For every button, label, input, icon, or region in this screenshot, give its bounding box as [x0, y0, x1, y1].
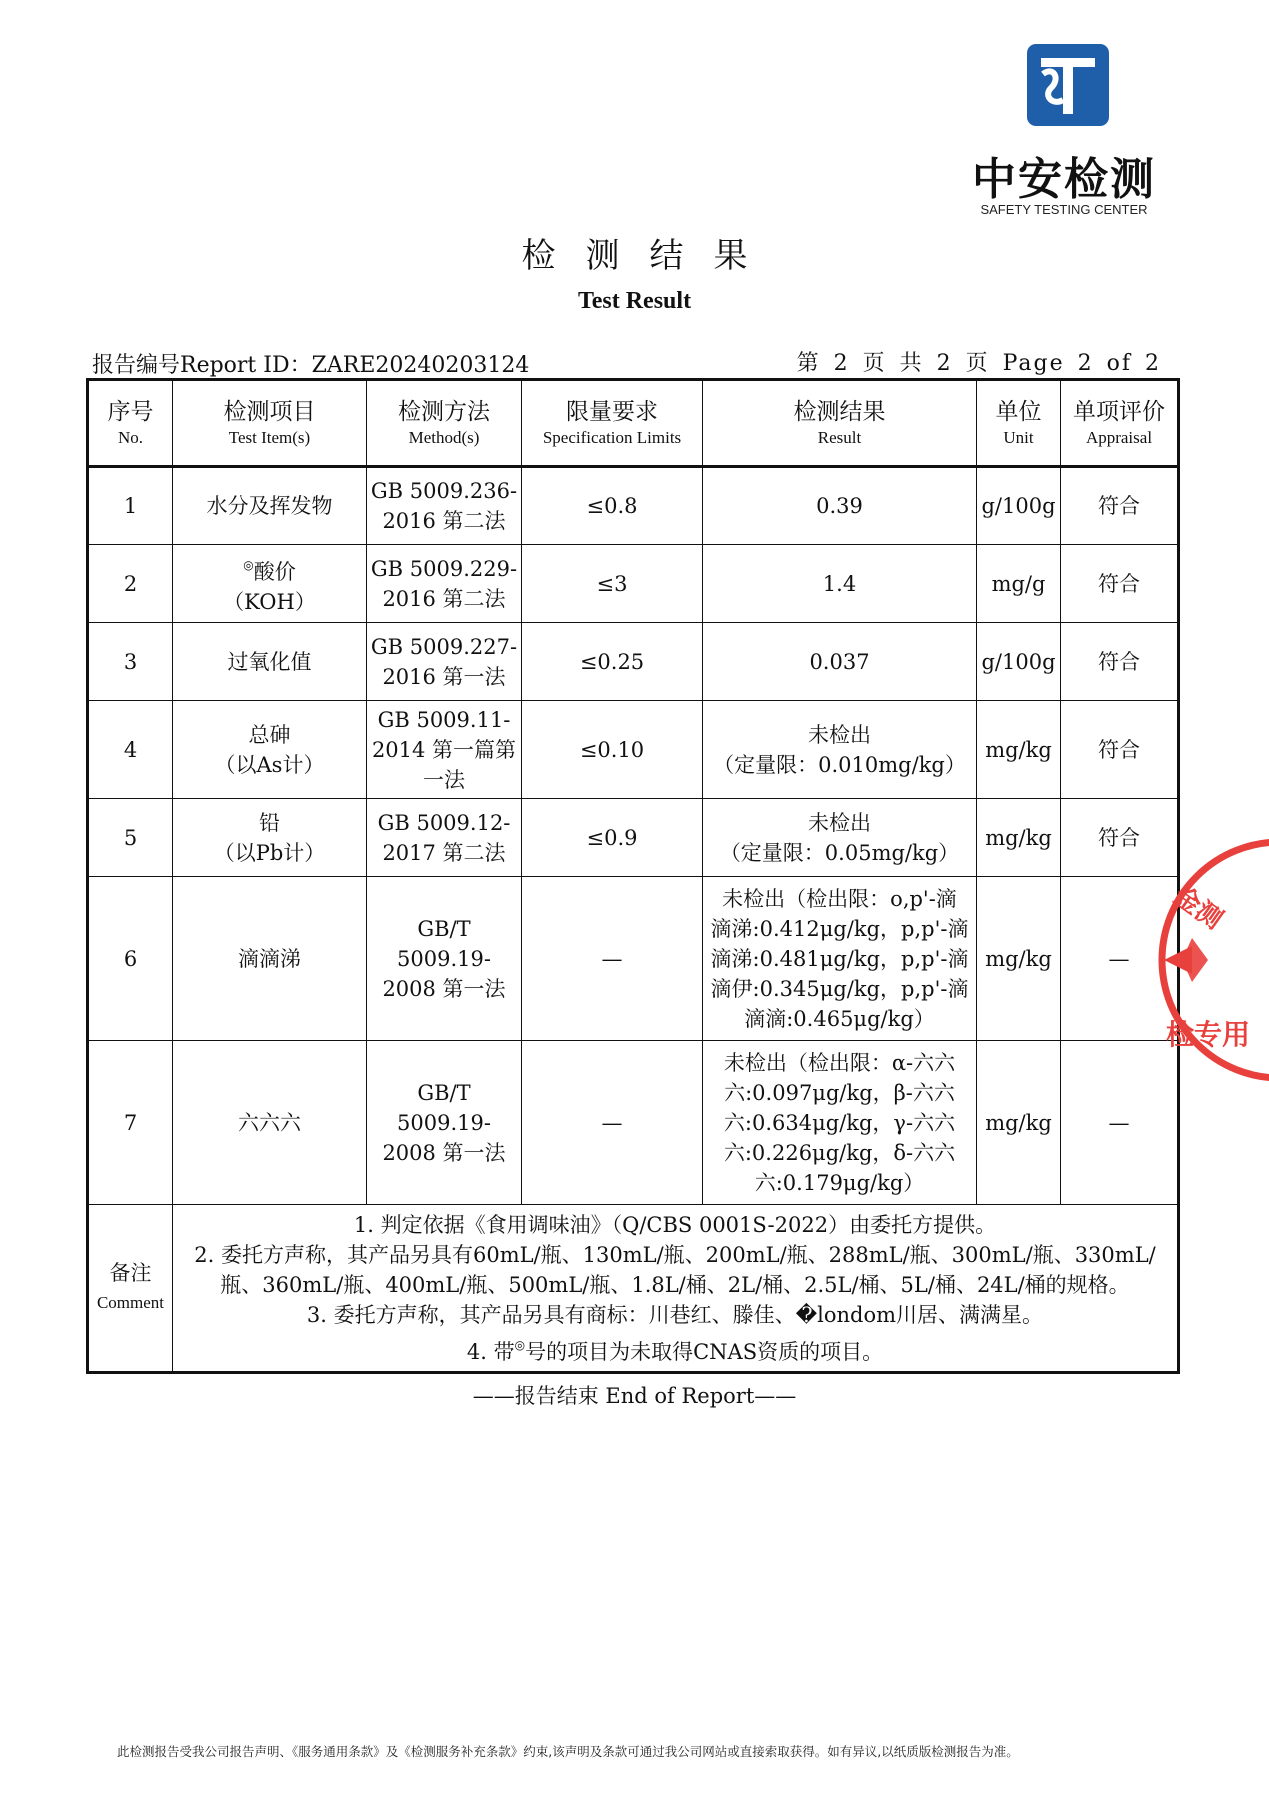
table-row: [88, 877, 1179, 1041]
logo-name-cn: 中安检测: [972, 154, 1156, 205]
cell-unit: mg/kg: [977, 799, 1061, 877]
cell-item: 滴滴涕: [173, 877, 367, 1041]
cell-result: 未检出 （定量限：0.05mg/kg）: [703, 799, 977, 877]
cell-appraisal: 符合: [1061, 623, 1179, 701]
cell-item: 总砷 （以As计）: [173, 701, 367, 799]
comment-line-4: 4. 带◎号的项目为未取得CNAS资质的项目。: [466, 1337, 884, 1364]
cell-result: 1.4: [703, 545, 977, 623]
cell-item: ◎酸价 （KOH）: [173, 545, 367, 623]
logo-name-en: SAFETY TESTING CENTER: [980, 202, 1148, 217]
cell-limit: ≤3: [522, 545, 703, 623]
cell-no: 7: [88, 1041, 173, 1205]
cell-item: 过氧化值: [173, 623, 367, 701]
result-table: [86, 378, 1180, 1374]
page-title-cn: 检测结果: [521, 236, 778, 276]
table-row: [88, 1041, 1179, 1205]
cell-appraisal: 符合: [1061, 467, 1179, 545]
cell-item: 铅 （以Pb计）: [173, 799, 367, 877]
cell-no: 5: [88, 799, 173, 877]
cell-unit: mg/kg: [977, 877, 1061, 1041]
comment-line-1: 1. 判定依据《食用调味油》（Q/CBS 0001S-2022）由委托方提供。: [353, 1212, 997, 1237]
table-row: [88, 701, 1179, 799]
cell-appraisal: 符合: [1061, 701, 1179, 799]
cell-unit: g/100g: [977, 467, 1061, 545]
header-result: 检测结果 Result: [703, 380, 977, 467]
header-appraisal: 单项评价 Appraisal: [1061, 380, 1179, 467]
logo-mark-icon: [1027, 44, 1109, 126]
table-row: [88, 799, 1179, 877]
cell-no: 3: [88, 623, 173, 701]
header-unit: 单位 Unit: [977, 380, 1061, 467]
comment-line-2: 2. 委托方声称，其产品另具有60mL/瓶、130mL/瓶、200mL/瓶、288mL/瓶、300mL/瓶、330mL/瓶、360mL/瓶、400mL/瓶、500mL/瓶、1.8L/桶、2L/桶、2.5L/桶、5L/桶、24L/桶的规格。: [194, 1242, 1156, 1297]
cell-appraisal: —: [1061, 1041, 1179, 1205]
cell-result: 未检出（检出限：o,p'-滴 滴涕:0.412μg/kg，p,p'-滴 滴涕:0.481μg/kg，p,p'-滴 滴伊:0.345μg/kg，p,p'-滴 滴滴:0.465μg/kg）: [703, 877, 977, 1041]
cell-method: GB/T 5009.19- 2008 第一法: [367, 1041, 522, 1205]
comment-label: 备注 Comment: [88, 1205, 173, 1373]
cell-unit: mg/g: [977, 545, 1061, 623]
cell-appraisal: 符合: [1061, 799, 1179, 877]
cell-no: 4: [88, 701, 173, 799]
table-header-row: [88, 380, 1179, 467]
end-of-report: ——报告结束 End of Report——: [472, 1384, 797, 1408]
cell-limit: ≤0.9: [522, 799, 703, 877]
cell-no: 2: [88, 545, 173, 623]
table-row: [88, 623, 1179, 701]
header-item: 检测项目 Test Item(s): [173, 380, 367, 467]
cell-method: GB/T 5009.19- 2008 第一法: [367, 877, 522, 1041]
cell-result: 未检出（检出限：α-六六 六:0.097μg/kg，β-六六 六:0.634μg/kg，γ-六六 六:0.226μg/kg，δ-六六 六:0.179μg/kg）: [703, 1041, 977, 1205]
cell-limit: —: [522, 1041, 703, 1205]
cell-limit: ≤0.25: [522, 623, 703, 701]
header-limit: 限量要求 Specification Limits: [522, 380, 703, 467]
cell-no: 1: [88, 467, 173, 545]
cell-result: 未检出 （定量限：0.010mg/kg）: [703, 701, 977, 799]
header-no: 序号 No.: [88, 380, 173, 467]
cell-result: 0.037: [703, 623, 977, 701]
comment-body: [173, 1205, 1179, 1373]
cell-item: 水分及挥发物: [173, 467, 367, 545]
page-number: 第 2 页 共 2 页 Page 2 of 2: [796, 351, 1161, 376]
cell-result: 0.39: [703, 467, 977, 545]
table-row: [88, 545, 1179, 623]
comment-line-3: 3. 委托方声称，其产品另具有商标：川巷红、滕佳、�londom川居、满满星。: [306, 1302, 1044, 1327]
report-id: 报告编号Report ID：ZARE20240203124: [92, 353, 530, 378]
cell-limit: ≤0.10: [522, 701, 703, 799]
red-seal-stamp: [1130, 830, 1269, 1100]
cell-method: GB 5009.236- 2016 第二法: [367, 467, 522, 545]
cell-appraisal: —: [1061, 877, 1179, 1041]
cell-limit: ≤0.8: [522, 467, 703, 545]
svg-text:检专用: 检专用: [1166, 1018, 1251, 1051]
cell-method: GB 5009.227- 2016 第一法: [367, 623, 522, 701]
cell-item: 六六六: [173, 1041, 367, 1205]
cell-unit: mg/kg: [977, 1041, 1061, 1205]
comment-row: [88, 1205, 1179, 1373]
cell-no: 6: [88, 877, 173, 1041]
cell-method: GB 5009.229- 2016 第二法: [367, 545, 522, 623]
cell-limit: —: [522, 877, 703, 1041]
cell-method: GB 5009.11- 2014 第一篇第 一法: [367, 701, 522, 799]
cell-unit: mg/kg: [977, 701, 1061, 799]
company-logo: [966, 44, 1162, 224]
cell-method: GB 5009.12- 2017 第二法: [367, 799, 522, 877]
table-row: [88, 467, 1179, 545]
cell-unit: g/100g: [977, 623, 1061, 701]
header-method: 检测方法 Method(s): [367, 380, 522, 467]
svg-text:金测: 金测: [1167, 881, 1228, 936]
page-title-en: Test Result: [577, 288, 692, 314]
non-cnas-mark: ◎: [243, 558, 254, 572]
cell-appraisal: 符合: [1061, 545, 1179, 623]
footer-disclaimer: 此检测报告受我公司报告声明、《服务通用条款》及《检测服务补充条款》约束,该声明及条款可通过我公司网站或直接索取获得。如有异议,以纸质版检测报告为准。: [117, 1744, 1019, 1759]
